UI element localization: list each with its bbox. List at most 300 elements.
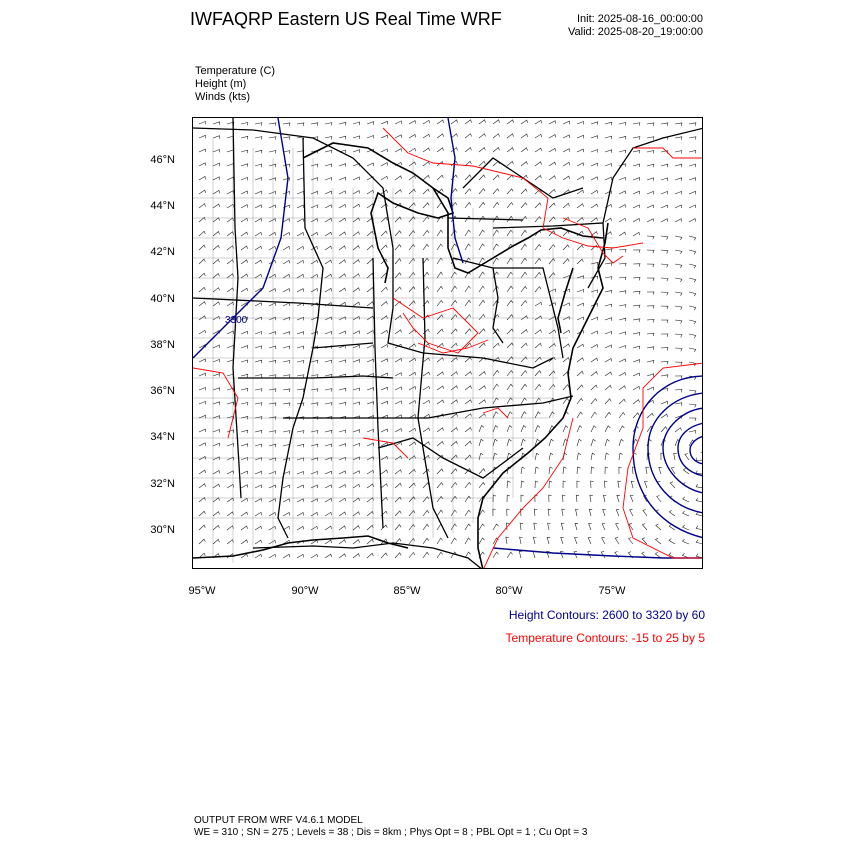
wind-barb (367, 429, 374, 432)
wind-barb (339, 164, 346, 167)
wind-barb (325, 123, 332, 126)
wind-barb (507, 371, 513, 377)
wind-barb (213, 136, 220, 139)
lat-label-40: 40°N (150, 293, 175, 305)
wind-barb (367, 302, 374, 306)
wind-barb (311, 191, 318, 194)
wind-barb (353, 471, 360, 474)
wind-barb (381, 456, 388, 460)
wind-barb (283, 485, 290, 488)
wind-barb (423, 134, 430, 138)
wind-barb (241, 512, 248, 516)
wind-barb (465, 538, 471, 544)
wind-barb (661, 375, 668, 378)
wind-barb (643, 510, 647, 517)
wind-barb (577, 439, 582, 446)
wind-barb (689, 219, 696, 222)
wind-barb (353, 443, 360, 446)
wind-barb (339, 274, 346, 278)
wind-barb (451, 524, 457, 530)
model-info-line: OUTPUT FROM WRF V4.6.1 MODEL (194, 815, 363, 826)
wind-barb (325, 430, 332, 433)
wind-barb (381, 401, 388, 404)
wind-barb (619, 332, 626, 335)
wind-barb (661, 123, 668, 126)
wind-barb (619, 205, 626, 208)
wind-barb (269, 540, 276, 544)
wind-barb (577, 398, 583, 404)
wind-barb (465, 148, 471, 153)
wind-barb (199, 149, 206, 152)
wind-barb (633, 191, 640, 194)
map-canvas (193, 118, 703, 569)
wind-barb (283, 219, 290, 222)
wind-barb (241, 444, 248, 447)
wind-barb (689, 264, 696, 268)
wind-barb (255, 260, 262, 264)
wind-barb (493, 189, 499, 194)
wind-barb (656, 538, 662, 544)
wind-barb (199, 273, 205, 278)
wind-barb (465, 120, 472, 124)
lon-label-80: 80°W (495, 585, 523, 597)
wind-barb (619, 467, 622, 474)
wind-barb (269, 513, 276, 517)
wind-barb (255, 232, 262, 236)
wind-barb (339, 444, 346, 447)
wind-barb (437, 120, 444, 124)
wind-barb (661, 278, 668, 281)
wind-barb (479, 414, 486, 418)
wind-barb (297, 485, 304, 488)
wind-barb (689, 250, 696, 254)
wind-barb (311, 123, 318, 126)
wind-barb (311, 512, 318, 516)
wind-barb (507, 384, 513, 390)
wind-barb (615, 552, 619, 559)
wind-barb (283, 332, 290, 335)
valid-time: Valid: 2025-08-20_19:00:00 (568, 26, 703, 38)
wind-barb (493, 398, 498, 404)
wind-barb (297, 260, 304, 264)
wind-barb (601, 551, 605, 558)
wind-barb (255, 499, 262, 502)
wind-barb (325, 403, 332, 406)
wind-barb (647, 123, 654, 126)
wind-barb (409, 315, 415, 320)
wind-barb (255, 346, 262, 349)
wind-barb (683, 497, 689, 502)
wind-barb (577, 481, 580, 488)
wind-barb (661, 427, 667, 432)
wind-barb (241, 246, 248, 250)
wind-barb (241, 360, 248, 363)
wind-barb (465, 482, 471, 488)
wind-barb (451, 538, 457, 544)
wind-barb (589, 523, 592, 530)
wind-barb (283, 137, 290, 140)
wind-barb (630, 495, 633, 502)
wind-barb (339, 205, 346, 209)
wind-barb (689, 404, 696, 407)
wind-barb (311, 332, 318, 335)
wind-barb (437, 372, 444, 376)
wind-barb (675, 137, 682, 140)
wind-barb (521, 258, 527, 264)
wind-barb (241, 150, 248, 153)
wind-barb (241, 123, 248, 126)
wind-barb (479, 244, 485, 250)
wind-barb (241, 403, 248, 406)
wind-barb (675, 348, 682, 351)
wind-barb (213, 484, 220, 488)
wind-barb (353, 526, 360, 530)
wind-barb (437, 315, 443, 320)
wind-barb (535, 244, 541, 250)
wind-barb (683, 525, 689, 530)
wind-barb (479, 175, 485, 180)
wind-barb (199, 302, 206, 306)
wind-barb (437, 496, 443, 502)
wind-barb (591, 122, 598, 125)
wind-barb (395, 149, 402, 152)
wind-barb (255, 526, 262, 530)
wind-barb (619, 373, 626, 377)
wind-barb (619, 218, 626, 222)
wind-barb (367, 553, 373, 558)
wind-barb (577, 122, 584, 125)
wind-barb (227, 260, 234, 264)
coastline-lakes (193, 143, 608, 569)
wind-barb (549, 273, 555, 278)
wind-barb (619, 386, 626, 390)
wind-barb (465, 386, 472, 390)
wind-barb (409, 287, 415, 292)
wind-barb (493, 495, 496, 502)
wind-barb (521, 330, 527, 335)
wind-barb (521, 189, 527, 194)
wind-barb (549, 467, 553, 474)
wind-barb (241, 274, 248, 278)
wind-barb (563, 330, 570, 334)
wind-barb (339, 260, 346, 264)
wind-barb (367, 512, 373, 517)
wind-barb (615, 537, 619, 544)
variable-winds: Winds (kts) (195, 91, 250, 103)
wind-barb (493, 384, 499, 390)
wind-barb (423, 203, 429, 208)
wind-barb (395, 483, 401, 488)
wind-barb (241, 498, 248, 502)
wind-barb (423, 400, 430, 404)
wind-barb (395, 330, 402, 334)
wind-barb (577, 149, 584, 152)
wind-barb (589, 509, 592, 516)
wind-barb (241, 177, 248, 180)
wind-barb (395, 316, 401, 321)
wind-barb (451, 329, 457, 334)
wind-barb (605, 164, 612, 167)
wind-barb (437, 386, 444, 390)
lat-label-44: 44°N (150, 200, 175, 212)
wind-barb (605, 439, 610, 446)
wind-barb (381, 387, 388, 390)
wind-barb (549, 453, 553, 460)
wind-barb (199, 330, 206, 334)
wind-barb (633, 278, 640, 281)
wind-barb (409, 301, 415, 306)
wind-barb (325, 331, 332, 334)
wind-barb (689, 164, 696, 167)
wind-barb (213, 245, 219, 250)
wind-barb (353, 177, 360, 180)
wind-barb (479, 469, 485, 474)
wind-barb (409, 483, 415, 488)
wind-barb (283, 178, 290, 181)
wind-barb (353, 345, 360, 348)
model-config-line: WE = 310 ; SN = 275 ; Levels = 38 ; Dis = 8km ; Phys Opt = 8 ; PBL Opt = 1 ; Cu Opt = 3 (194, 827, 588, 838)
wind-barb (381, 176, 388, 180)
wind-barb (437, 510, 443, 516)
wind-barb (339, 540, 346, 544)
lat-label-32: 32°N (150, 478, 175, 490)
wind-barb (661, 250, 668, 254)
wind-barb (479, 524, 485, 530)
wind-barb (255, 164, 262, 167)
wind-barb (633, 346, 640, 349)
wind-barb (339, 122, 346, 125)
wind-barb (199, 457, 206, 461)
wind-barb (339, 218, 346, 222)
wind-barb (283, 289, 290, 292)
wind-barb (605, 277, 612, 280)
wind-barb (647, 387, 654, 390)
wind-barb (619, 136, 626, 139)
wind-barb (521, 481, 524, 488)
wind-barb (591, 262, 598, 265)
wind-barb (493, 439, 498, 446)
wind-barb (199, 190, 206, 194)
wind-barb (521, 426, 526, 433)
wind-barb (675, 191, 682, 194)
wind-barb (241, 136, 248, 139)
wind-barb (647, 374, 654, 377)
wind-barb (269, 431, 276, 434)
wind-barb (534, 509, 537, 516)
wind-barb (423, 162, 430, 166)
wind-barb (213, 498, 220, 502)
wind-barb (535, 302, 542, 306)
wind-barb (199, 539, 205, 544)
wind-barb (521, 272, 527, 278)
wind-barb (423, 386, 430, 390)
wind-barb (297, 499, 304, 502)
wind-barb (519, 551, 522, 558)
wind-barb (395, 273, 401, 278)
wind-barb (423, 244, 429, 250)
wind-barb (395, 245, 401, 250)
wind-barb (535, 384, 541, 390)
wind-barb (311, 526, 318, 530)
wind-barb (521, 384, 527, 390)
wind-barb (647, 292, 654, 295)
wind-barb (199, 135, 206, 138)
wind-barb (325, 137, 332, 140)
wind-barb (696, 484, 703, 488)
wind-barb (479, 343, 485, 348)
wind-barb (633, 178, 640, 181)
wind-barb (227, 177, 234, 180)
wind-barb (451, 175, 457, 180)
wind-barb (255, 360, 262, 363)
wind-barb (367, 245, 373, 250)
wind-barb (409, 525, 415, 531)
wind-barb (227, 288, 234, 292)
wind-barb (661, 264, 668, 267)
wind-barb (255, 303, 262, 306)
wind-barb (339, 526, 346, 530)
wind-barb (395, 511, 401, 516)
wind-barb (549, 439, 554, 446)
wind-barb (311, 471, 318, 474)
wind-barb (521, 467, 525, 474)
wind-barb (227, 218, 234, 222)
wind-barb (493, 244, 499, 250)
wind-barb (381, 330, 388, 334)
wind-barb (507, 300, 513, 306)
wind-barb (619, 426, 624, 432)
wind-barb (507, 495, 510, 502)
wind-barb (339, 288, 346, 292)
wind-barb (409, 203, 415, 208)
wind-barb (465, 372, 472, 376)
wind-barb (549, 203, 555, 208)
wind-barb (563, 344, 570, 348)
wind-barb (339, 430, 346, 433)
wind-barb (617, 495, 620, 502)
wind-barb (353, 317, 360, 321)
wind-barb (465, 441, 471, 446)
wind-barb (689, 348, 696, 352)
wind-barb (437, 258, 443, 264)
wind-barb (381, 245, 387, 250)
wind-barb (675, 292, 682, 296)
wind-barb (561, 523, 564, 530)
wind-barb (227, 360, 234, 363)
wind-barb (339, 360, 346, 363)
wind-barb (591, 317, 598, 320)
wind-barb (353, 232, 360, 236)
wind-barb (675, 428, 682, 432)
wind-barb (616, 523, 619, 530)
init-time: Init: 2025-08-16_00:00:00 (577, 13, 703, 25)
wind-barb (367, 484, 374, 488)
wind-barb (367, 539, 373, 544)
wind-barb (507, 439, 512, 446)
wind-barb (409, 259, 415, 265)
wind-barb (381, 149, 388, 152)
wind-barb (577, 259, 583, 264)
wind-barb (269, 554, 276, 558)
wind-barb (409, 176, 416, 180)
wind-barb (647, 137, 654, 140)
wind-barb (227, 232, 234, 236)
wind-barb (647, 219, 654, 222)
wind-barb (479, 189, 485, 194)
wind-barb (696, 540, 703, 544)
wind-barb (619, 249, 626, 252)
lat-label-38: 38°N (150, 339, 175, 351)
wind-barb (493, 343, 499, 348)
wind-barb (297, 389, 304, 392)
wind-barb (255, 444, 262, 447)
wind-barb (675, 320, 682, 324)
wind-barb (325, 232, 332, 236)
wind-barb (381, 135, 388, 138)
wind-barb (381, 484, 388, 488)
wind-barb (701, 446, 703, 453)
wind-barb (409, 273, 415, 279)
wind-barb (283, 403, 290, 406)
wind-barb (479, 148, 485, 153)
lat-label-34: 34°N (150, 431, 175, 443)
wind-barb (241, 164, 248, 167)
wind-barb (199, 231, 205, 236)
wind-barb (227, 457, 234, 460)
wind-barb (395, 217, 401, 222)
wind-barb (675, 205, 682, 208)
wind-barb (689, 418, 696, 421)
wind-barb (395, 470, 402, 474)
map-frame (192, 117, 703, 569)
wind-barb (437, 230, 443, 236)
wind-barb (409, 553, 415, 559)
wind-barb (255, 205, 262, 208)
wind-barb (353, 302, 360, 306)
wind-barb (549, 330, 556, 334)
wind-barb (479, 161, 485, 166)
wind-barb (642, 524, 647, 530)
wind-barb (213, 345, 220, 348)
wind-barb (311, 219, 318, 222)
wind-barb (591, 426, 596, 432)
wind-barb (339, 512, 346, 516)
wind-barb (577, 412, 583, 418)
wind-barb (269, 123, 276, 126)
wind-barb (577, 245, 583, 250)
wind-barb (325, 389, 332, 392)
wind-barb (227, 402, 234, 405)
wind-barb (269, 471, 276, 474)
wind-barb (227, 540, 234, 544)
wind-barb (659, 467, 662, 474)
plot-title: IWFAQRP Eastern US Real Time WRF (190, 9, 502, 29)
wind-barb (199, 373, 206, 376)
wind-barb (269, 444, 276, 447)
wind-barb (549, 135, 556, 138)
wind-barb (646, 467, 649, 474)
wind-barb (297, 526, 304, 530)
wind-barb (451, 300, 457, 306)
wind-barb (479, 272, 485, 278)
wind-barb (353, 540, 360, 544)
wind-barb (241, 288, 248, 292)
wind-barb (696, 458, 703, 461)
wind-barb (395, 373, 402, 376)
wind-barb (465, 202, 471, 208)
wind-barb (227, 374, 234, 377)
lat-label-36: 36°N (150, 385, 175, 397)
